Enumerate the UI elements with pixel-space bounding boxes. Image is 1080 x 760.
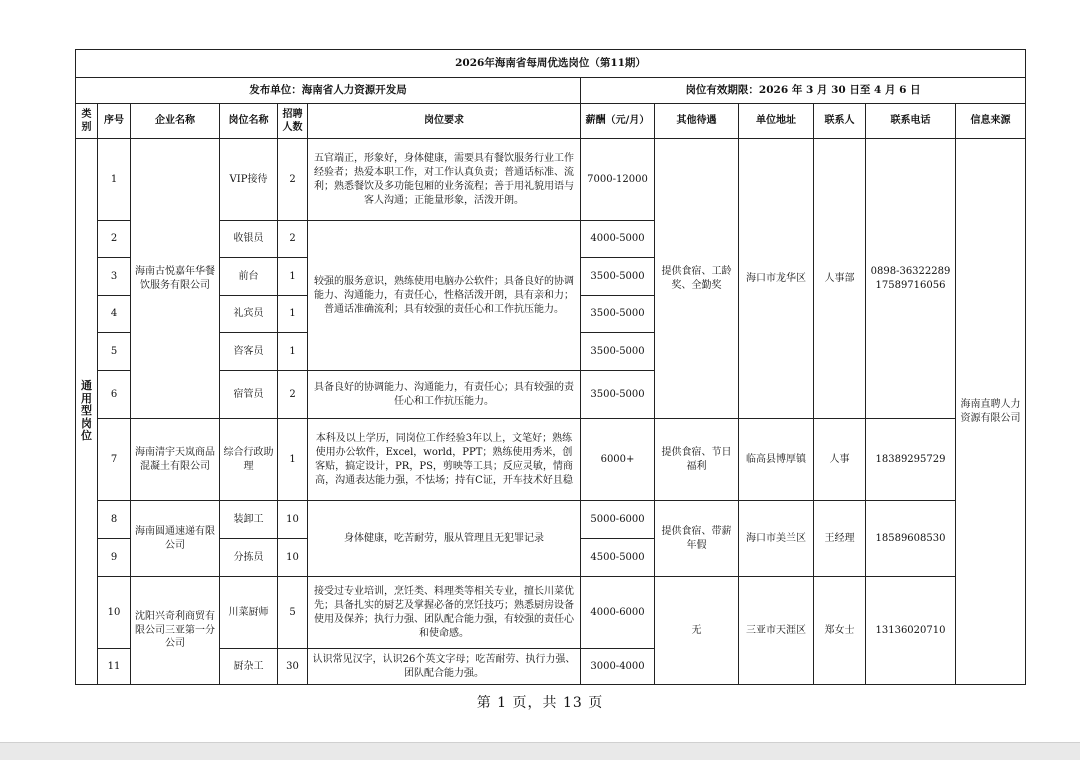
- salary-cell: 4000-6000: [581, 577, 655, 649]
- seq-cell: 9: [98, 539, 131, 577]
- salary-cell: 4000-5000: [581, 221, 655, 258]
- requirement-cell: 具备良好的协调能力、沟通能力，有责任心；具有较强的责任心和工作抗压能力。: [308, 371, 581, 419]
- address-cell: 海口市美兰区: [739, 501, 814, 577]
- page-separator: [0, 742, 1080, 760]
- table-row: [76, 419, 1026, 501]
- count-cell: 10: [278, 539, 308, 577]
- phone-cell: 0898-36322289 17589716056: [866, 139, 956, 419]
- benefits-cell: 提供食宿、工龄奖、全勤奖: [655, 139, 739, 419]
- contact-cell: 王经理: [814, 501, 866, 577]
- header-category: 类别: [76, 104, 98, 139]
- requirement-cell: 五官端正，形象好，身体健康，需要具有餐饮服务行业工作经验者；热爱本职工作，对工作认真负责；普通话标准、流利；熟悉餐饮及多功能包厢的业务流程；善于用礼貌用语与客人沟通；正能量形象，活泼开朗。: [308, 139, 581, 221]
- position-cell: 前台: [220, 258, 278, 296]
- count-cell: 30: [278, 649, 308, 685]
- header-position: 岗位名称: [220, 104, 278, 139]
- header-recruit: 招聘人数: [278, 104, 308, 139]
- seq-cell: 2: [98, 221, 131, 258]
- salary-cell: 3000-4000: [581, 649, 655, 685]
- validity-period: 岗位有效期限：2026 年 3 月 30 日至 4 月 6 日: [581, 78, 1026, 104]
- table-row: [76, 501, 1026, 539]
- salary-cell: 3500-5000: [581, 333, 655, 371]
- position-cell: VIP接待: [220, 139, 278, 221]
- address-cell: 海口市龙华区: [739, 139, 814, 419]
- header-source: 信息来源: [956, 104, 1026, 139]
- salary-cell: 7000-12000: [581, 139, 655, 221]
- table-row: [76, 139, 1026, 221]
- category-cell: 通用型岗位: [76, 139, 98, 685]
- benefits-cell: 提供食宿、节日福利: [655, 419, 739, 501]
- count-cell: 1: [278, 333, 308, 371]
- requirement-cell: 身体健康，吃苦耐劳，服从管理且无犯罪记录: [308, 501, 581, 577]
- publisher: 发布单位：海南省人力资源开发局: [76, 78, 581, 104]
- phone-cell: 13136020710: [866, 577, 956, 685]
- position-cell: 咨客员: [220, 333, 278, 371]
- phone-cell: 18589608530: [866, 501, 956, 577]
- contact-cell: 人事: [814, 419, 866, 501]
- table-title: 2026年海南省每周优选岗位（第11期）: [76, 50, 1026, 78]
- salary-cell: 3500-5000: [581, 258, 655, 296]
- seq-cell: 7: [98, 419, 131, 501]
- requirement-cell: 较强的服务意识，熟练使用电脑办公软件；具备良好的协调能力、沟通能力，有责任心，性格活泼开朗，具有亲和力；普通话准确流利；具有较强的责任心和工作抗压能力。: [308, 221, 581, 371]
- requirement-cell: 本科及以上学历，同岗位工作经验3年以上，文笔好；熟练使用办公软件，Excel，world，PPT；熟练使用秀米，创客贴，搞定设计，PR，PS，剪映等工具；反应灵敏，情商高，沟通表达能力强，不怯场；持有C证，开车技术好且稳: [308, 419, 581, 501]
- seq-cell: 6: [98, 371, 131, 419]
- position-cell: 装卸工: [220, 501, 278, 539]
- salary-cell: 6000+: [581, 419, 655, 501]
- page-number-footer: 第 1 页，共 13 页: [476, 695, 604, 711]
- count-cell: 2: [278, 221, 308, 258]
- phone-cell: 18389295729: [866, 419, 956, 501]
- salary-cell: 3500-5000: [581, 371, 655, 419]
- position-cell: 收银员: [220, 221, 278, 258]
- count-cell: 10: [278, 501, 308, 539]
- job-listing-table: [75, 49, 1026, 685]
- benefits-cell: 提供食宿、带薪年假: [655, 501, 739, 577]
- company-cell: 海南古悦嘉年华餐饮服务有限公司: [131, 139, 220, 419]
- table-row: [76, 577, 1026, 649]
- count-cell: 2: [278, 139, 308, 221]
- salary-cell: 3500-5000: [581, 296, 655, 333]
- count-cell: 1: [278, 419, 308, 501]
- address-cell: 临高县博厚镇: [739, 419, 814, 501]
- position-cell: 厨杂工: [220, 649, 278, 685]
- header-salary: 薪酬（元/月）: [581, 104, 655, 139]
- count-cell: 1: [278, 296, 308, 333]
- count-cell: 2: [278, 371, 308, 419]
- address-cell: 三亚市天涯区: [739, 577, 814, 685]
- seq-cell: 1: [98, 139, 131, 221]
- requirement-cell: 认识常见汉字，认识26个英文字母；吃苦耐劳、执行力强、团队配合能力强。: [308, 649, 581, 685]
- seq-cell: 8: [98, 501, 131, 539]
- seq-cell: 3: [98, 258, 131, 296]
- seq-cell: 10: [98, 577, 131, 649]
- position-cell: 宿管员: [220, 371, 278, 419]
- header-contact: 联系人: [814, 104, 866, 139]
- contact-cell: 郑女士: [814, 577, 866, 685]
- count-cell: 1: [278, 258, 308, 296]
- header-benefits: 其他待遇: [655, 104, 739, 139]
- salary-cell: 4500-5000: [581, 539, 655, 577]
- company-cell: 海南清宇天岚商品混凝土有限公司: [131, 419, 220, 501]
- header-phone: 联系电话: [866, 104, 956, 139]
- contact-cell: 人事部: [814, 139, 866, 419]
- benefits-cell: 无: [655, 577, 739, 685]
- position-cell: 川菜厨师: [220, 577, 278, 649]
- seq-cell: 11: [98, 649, 131, 685]
- header-address: 单位地址: [739, 104, 814, 139]
- requirement-cell: 接受过专业培训，烹饪类、料理类等相关专业，擅长川菜优先；具备扎实的厨艺及掌握必备的烹饪技巧；熟悉厨房设备使用及保养；执行力强、团队配合能力强，有较强的责任心和使命感。: [308, 577, 581, 649]
- position-cell: 礼宾员: [220, 296, 278, 333]
- seq-cell: 4: [98, 296, 131, 333]
- seq-cell: 5: [98, 333, 131, 371]
- header-company: 企业名称: [131, 104, 220, 139]
- company-cell: 海南圆通速递有限公司: [131, 501, 220, 577]
- header-requirement: 岗位要求: [308, 104, 581, 139]
- position-cell: 分拣员: [220, 539, 278, 577]
- source-cell: 海南直聘人力资源有限公司: [956, 139, 1026, 685]
- position-cell: 综合行政助理: [220, 419, 278, 501]
- header-seq: 序号: [98, 104, 131, 139]
- company-cell: 沈阳兴奇利商贸有限公司三亚第一分公司: [131, 577, 220, 685]
- count-cell: 5: [278, 577, 308, 649]
- salary-cell: 5000-6000: [581, 501, 655, 539]
